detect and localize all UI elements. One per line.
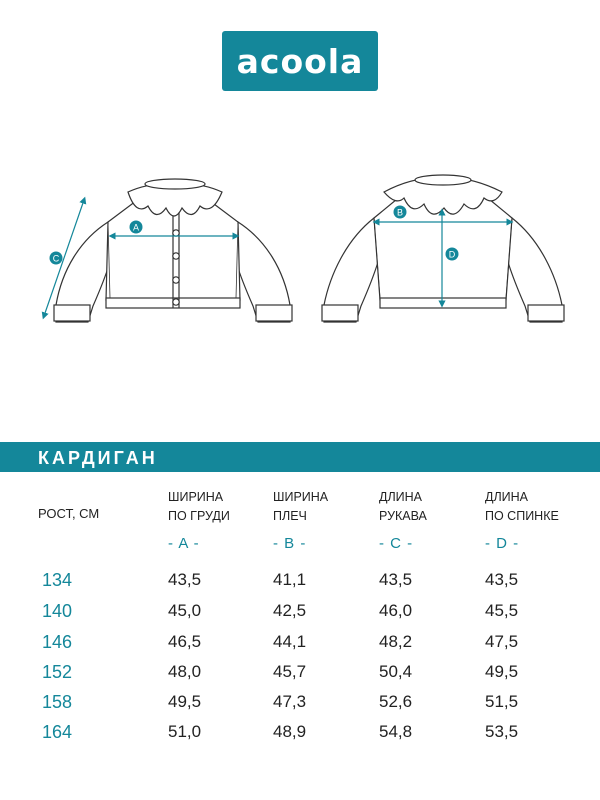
section-title-band [0, 442, 600, 472]
table-row [0, 662, 600, 690]
row-value-a: 48,0 [168, 662, 202, 681]
row-value-d: 43,5 [485, 570, 519, 589]
row-size: 140 [42, 601, 73, 621]
row-value-d: 53,5 [485, 722, 519, 741]
column-header-b-line1: ШИРИНА [273, 490, 329, 504]
row-value-c: 50,4 [379, 662, 413, 681]
row-value-b: 42,5 [273, 601, 307, 620]
column-header-d-line1: ДЛИНА [485, 490, 529, 504]
row-value-a: 45,0 [168, 601, 202, 620]
row-size: 158 [42, 692, 73, 712]
label-b: B [396, 207, 404, 218]
column-letter-d: - D - [485, 535, 520, 552]
column-header-d-line2: ПО СПИНКЕ [485, 509, 559, 523]
label-a: A [132, 222, 140, 233]
column-letter-c: - C - [379, 535, 414, 552]
column-letter-b: - B - [273, 535, 307, 552]
back-view-drawing [322, 175, 564, 322]
row-size: 134 [42, 570, 73, 590]
column-header-c [379, 488, 427, 526]
column-header-a-line2: ПО ГРУДИ [168, 509, 230, 523]
label-d: D [448, 249, 456, 260]
column-header-c-line2: РУКАВА [379, 509, 427, 523]
table-row [0, 632, 600, 660]
row-value-b: 45,7 [273, 662, 307, 681]
row-value-d: 51,5 [485, 692, 519, 711]
row-value-c: 46,0 [379, 601, 413, 620]
column-header-b-line2: ПЛЕЧ [273, 509, 307, 523]
column-header-a-line1: ШИРИНА [168, 490, 224, 504]
height-column-header: РОСТ, СМ [38, 506, 100, 521]
row-size: 152 [42, 662, 73, 682]
row-value-a: 51,0 [168, 722, 202, 741]
row-value-b: 44,1 [273, 632, 307, 651]
table-row [0, 692, 600, 720]
front-view-drawing [54, 179, 292, 322]
row-value-b: 48,9 [273, 722, 307, 741]
row-value-c: 48,2 [379, 632, 413, 651]
table-row [0, 722, 600, 750]
section-title: КАРДИГАН [38, 448, 158, 468]
row-size: 146 [42, 632, 73, 652]
table-row [0, 601, 600, 629]
row-value-c: 54,8 [379, 722, 413, 741]
brand-logo [222, 31, 378, 91]
column-header-b [273, 488, 328, 526]
row-value-c: 52,6 [379, 692, 413, 711]
row-value-b: 41,1 [273, 570, 307, 589]
row-value-d: 49,5 [485, 662, 519, 681]
cardigan-measurement-diagram [0, 150, 600, 350]
row-value-d: 47,5 [485, 632, 519, 651]
row-value-d: 45,5 [485, 601, 519, 620]
row-value-b: 47,3 [273, 692, 307, 711]
column-letter-a: - A - [168, 535, 200, 552]
brand-logo-text: acoola [236, 41, 364, 81]
row-value-c: 43,5 [379, 570, 413, 589]
table-row [0, 570, 600, 598]
column-header-c-line1: ДЛИНА [379, 490, 423, 504]
row-size: 164 [42, 722, 73, 742]
row-value-a: 46,5 [168, 632, 202, 651]
row-value-a: 49,5 [168, 692, 202, 711]
label-c: C [52, 253, 60, 264]
column-header-a [168, 488, 230, 526]
column-header-d [485, 488, 559, 526]
row-value-a: 43,5 [168, 570, 202, 589]
